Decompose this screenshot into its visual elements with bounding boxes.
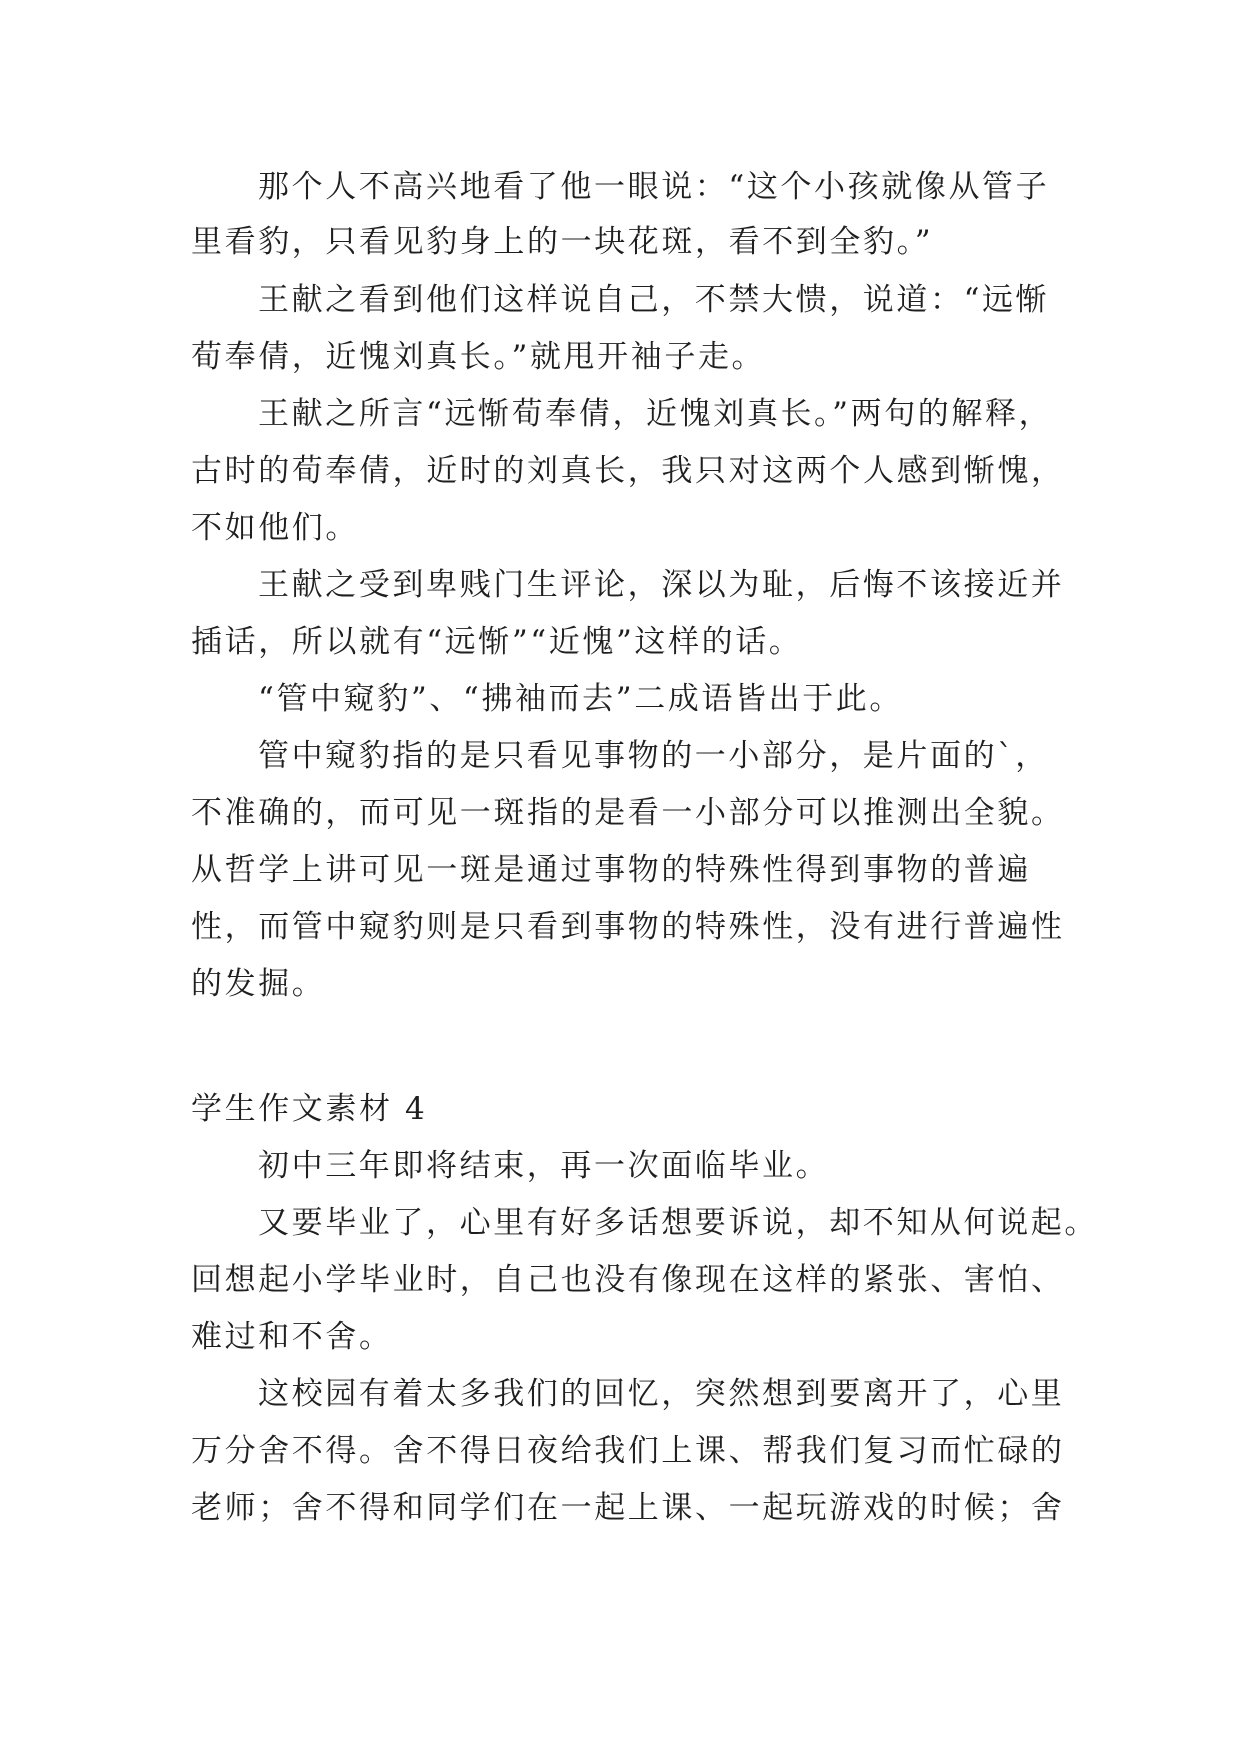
text-line: 性，而管中窥豹则是只看到事物的特殊性，没有进行普遍性 bbox=[191, 909, 1065, 945]
text-line: 那个人不高兴地看了他一眼说：“这个小孩就像从管子 bbox=[258, 169, 1050, 205]
text-line: 里看豹，只看见豹身上的一块花斑，看不到全豹。” bbox=[191, 224, 934, 260]
text-line: 古时的荀奉倩，近时的刘真长，我只对这两个人感到惭愧， bbox=[191, 453, 1065, 489]
text-line: 插话，所以就有“远惭”“近愧”这样的话。 bbox=[191, 624, 803, 660]
text-line: 老师；舍不得和同学们在一起上课、一起玩游戏的时候；舍 bbox=[191, 1490, 1065, 1526]
text-line: 王献之所言“远惭荀奉倩，近愧刘真长。”两句的解释， bbox=[258, 396, 1053, 432]
text-line: 荀奉倩，近愧刘真长。”就甩开袖子走。 bbox=[191, 339, 766, 375]
text-line: 万分舍不得。舍不得日夜给我们上课、帮我们复习而忙碌的 bbox=[191, 1433, 1065, 1469]
text-line: “管中窥豹”、“拂袖而去”二成语皆出于此。 bbox=[258, 681, 903, 717]
text-line: 管中窥豹指的是只看见事物的一小部分，是片面的`， bbox=[258, 738, 1049, 774]
text-line: 这校园有着太多我们的回忆，突然想到要离开了，心里 bbox=[258, 1376, 1065, 1412]
text-line: 从哲学上讲可见一斑是通过事物的特殊性得到事物的普遍 bbox=[191, 852, 1031, 888]
text-line: 王献之受到卑贱门生评论，深以为耻，后悔不该接近并 bbox=[258, 567, 1065, 603]
section-title: 学生作文素材 4 bbox=[191, 1091, 428, 1127]
text-line: 回想起小学毕业时，自己也没有像现在这样的紧张、害怕、 bbox=[191, 1262, 1065, 1298]
text-line: 初中三年即将结束，再一次面临毕业。 bbox=[258, 1148, 830, 1184]
text-line: 的发掘。 bbox=[191, 966, 326, 1002]
text-line: 难过和不舍。 bbox=[191, 1319, 393, 1355]
text-line: 不准确的，而可见一斑指的是看一小部分可以推测出全貌。 bbox=[191, 795, 1065, 831]
text-line: 不如他们。 bbox=[191, 510, 359, 546]
text-line: 王献之看到他们这样说自己，不禁大愦，说道：“远惭 bbox=[258, 282, 1050, 318]
text-line: 又要毕业了，心里有好多话想要诉说，却不知从何说起。 bbox=[258, 1205, 1098, 1241]
